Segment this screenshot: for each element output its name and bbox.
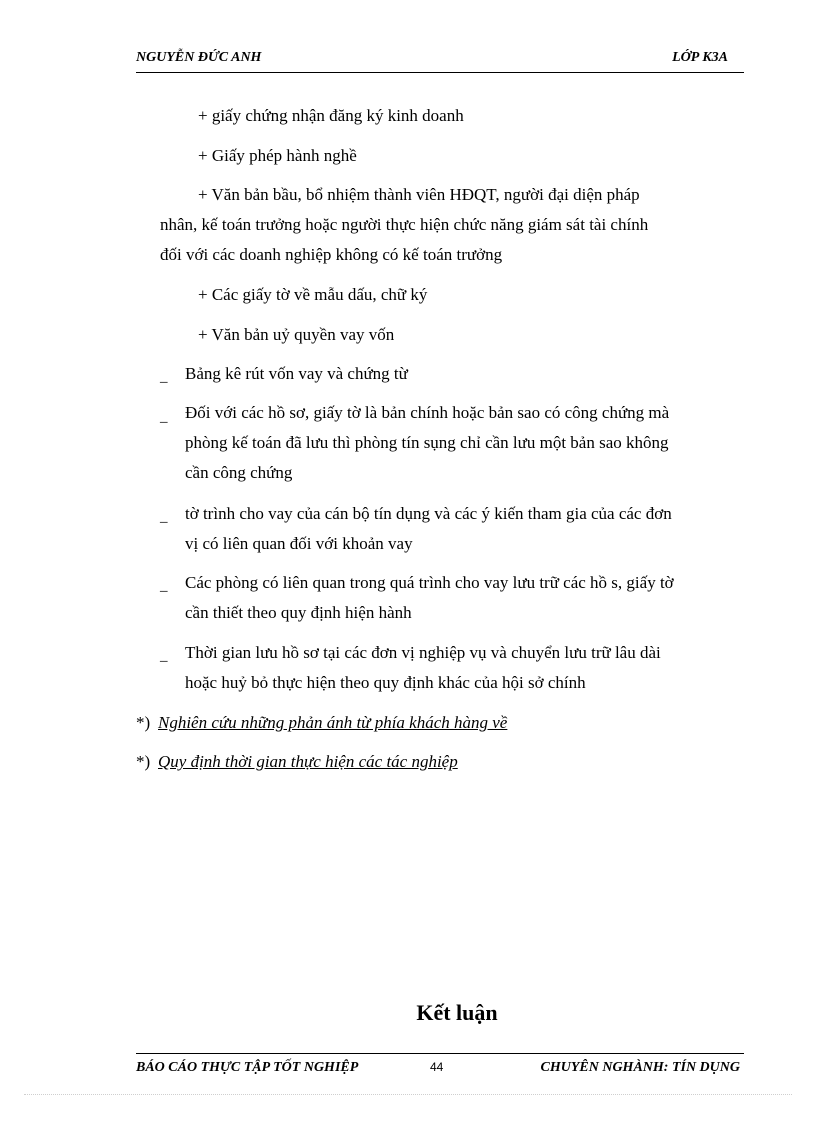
bullet-item: tờ trình cho vay của cán bộ tín dụng và các ý kiến tham gia của các đơn [185,504,672,523]
bullet-marker: _ [160,369,168,385]
star-item: Quy định thời gian thực hiện các tác nghiệp [158,752,458,771]
bullet-item-continuation: cần thiết theo quy định hiện hành [185,603,412,622]
bullet-item-continuation: hoặc huỷ bỏ thực hiện theo quy định khác của hội sở chính [185,673,586,692]
bullet-item: Thời gian lưu hồ sơ tại các đơn vị nghiệp vụ và chuyển lưu trữ lâu dài [185,643,661,662]
page-header [136,48,744,73]
star-marker: *) [136,752,151,771]
plus-item: + Văn bản uỷ quyền vay vốn [198,325,395,344]
conclusion-heading: Kết luận [416,1000,498,1025]
bullet-item-continuation: phòng kế toán đã lưu thì phòng tín sụng chỉ cần lưu một bản sao không [185,433,669,452]
bullet-marker: _ [160,509,168,525]
bullet-item-continuation: cần công chứng [185,463,293,482]
bullet-item: Các phòng có liên quan trong quá trình cho vay lưu trữ các hồ s, giấy tờ [185,573,674,592]
bullet-marker: _ [160,648,168,664]
bullet-item: Đối với các hồ sơ, giấy tờ là bản chính hoặc bản sao có công chứng mà [185,403,670,422]
plus-item: + Giấy phép hành nghề [198,146,357,165]
bullet-item-continuation: vị có liên quan đối với khoản vay [185,534,413,553]
star-marker: *) [136,713,151,732]
plus-item: + giấy chứng nhận đăng ký kinh doanh [198,106,464,125]
plus-item: + Các giấy tờ về mẫu dấu, chữ ký [198,285,428,304]
page-number: 44 [430,1060,444,1074]
footer-major: CHUYÊN NGHÀNH: TÍN DỤNG [540,1060,740,1075]
plus-item-continuation: nhân, kế toán trưởng hoặc người thực hiện chức năng giám sát tài chính [160,215,649,234]
footer-report-title: BÁO CÁO THỰC TẬP TỐT NGHIỆP [136,1060,359,1075]
bullet-item: Bảng kê rút vốn vay và chứng từ [185,364,408,383]
bullet-marker: _ [160,409,168,425]
page-edge-divider [24,1094,792,1095]
star-item: Nghiên cứu những phản ánh từ phía khách hàng về [158,713,508,732]
header-author: NGUYỄN ĐỨC ANH [136,50,262,65]
plus-item-continuation: đối với các doanh nghiệp không có kế toán trưởng [160,245,503,264]
plus-item: + Văn bản bầu, bổ nhiệm thành viên HĐQT, người đại diện pháp [198,185,640,204]
bullet-marker: _ [160,578,168,594]
header-class: LỚP K3A [672,50,728,65]
page-footer [136,1053,744,1082]
